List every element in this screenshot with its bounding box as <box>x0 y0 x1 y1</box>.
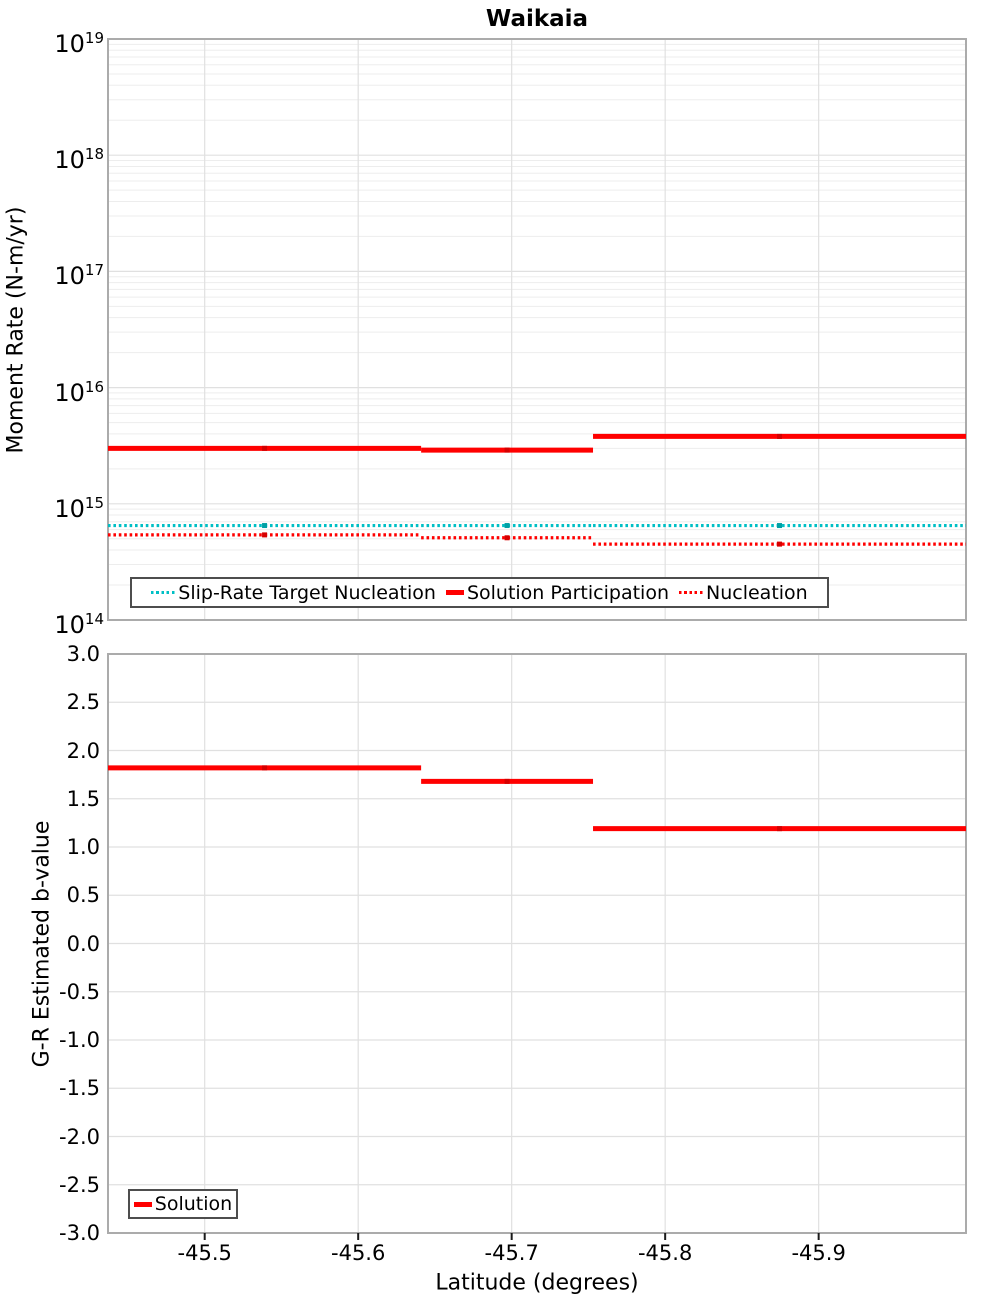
top-y-axis-label: Moment Rate (N-m/yr) <box>3 206 29 454</box>
top-legend <box>130 577 829 608</box>
series-midpoint-marker <box>777 542 782 547</box>
legend-entry-solution <box>134 1193 232 1215</box>
y-tick-label-b-value: -1.5 <box>59 1076 100 1101</box>
legend-label: Solution <box>154 1193 233 1215</box>
bottom-legend <box>128 1189 238 1219</box>
y-tick-label-b-value: -0.5 <box>59 979 100 1004</box>
series-midpoint-marker <box>505 535 510 540</box>
series-midpoint-marker <box>262 532 267 537</box>
y-tick-label-moment-rate: $10^{19}$ <box>54 29 104 58</box>
plot-border <box>108 39 966 620</box>
legend-label: Solution Participation <box>466 581 669 604</box>
solid-red-line-sample-icon <box>134 1202 152 1207</box>
y-tick-label-moment-rate: $10^{17}$ <box>54 261 104 291</box>
x-tick-label: -45.7 <box>484 1241 539 1265</box>
series-midpoint-marker <box>262 446 267 451</box>
x-tick-label: -45.9 <box>791 1241 846 1265</box>
series-midpoint-marker <box>777 826 782 831</box>
x-axis-label: Latitude (degrees) <box>435 1270 639 1296</box>
y-tick-label-b-value: 1.0 <box>66 835 100 859</box>
series-midpoint-marker <box>505 779 510 784</box>
y-tick-label-b-value: 0.5 <box>66 883 100 908</box>
y-tick-label-b-value: -2.0 <box>59 1124 100 1149</box>
y-tick-label-b-value: -1.0 <box>59 1028 100 1052</box>
y-tick-label-moment-rate: $10^{14}$ <box>54 610 104 639</box>
x-tick-label: -45.5 <box>177 1241 232 1265</box>
x-tick-label: -45.8 <box>637 1241 693 1265</box>
series-midpoint-marker <box>262 523 267 528</box>
y-tick-label-moment-rate: $10^{15}$ <box>54 493 104 523</box>
y-tick-label-moment-rate: $10^{18}$ <box>54 145 104 175</box>
legend-entry-slip-rate-target <box>151 582 436 604</box>
series-midpoint-marker <box>262 765 267 770</box>
series-midpoint-marker <box>777 523 782 528</box>
y-tick-label-b-value: 2.5 <box>66 690 100 715</box>
y-tick-label-b-value: 2.0 <box>66 738 100 763</box>
y-tick-label-b-value: -2.5 <box>59 1172 100 1197</box>
y-tick-label-b-value: 3.0 <box>66 642 100 666</box>
y-tick-label-b-value: -3.0 <box>59 1221 100 1245</box>
dotted-red-line-sample-icon <box>679 591 703 594</box>
series-midpoint-marker <box>777 434 782 439</box>
chart-title: Waikaia <box>485 6 589 32</box>
y-tick-label-b-value: 1.5 <box>66 786 100 811</box>
legend-label: Nucleation <box>706 581 808 604</box>
y-tick-label-moment-rate: $10^{16}$ <box>54 377 104 407</box>
legend-entry-nucleation <box>679 582 808 604</box>
bottom-y-axis-label: G-R Estimated b-value <box>29 820 55 1068</box>
dotted-teal-line-sample-icon <box>151 591 175 594</box>
x-tick-label: -45.6 <box>331 1241 386 1265</box>
legend-label: Slip-Rate Target Nucleation <box>178 581 436 604</box>
series-midpoint-marker <box>505 448 510 453</box>
series-midpoint-marker <box>505 523 510 528</box>
y-tick-label-b-value: 0.0 <box>66 931 100 956</box>
legend-entry-solution-participation <box>446 582 669 604</box>
solid-red-line-sample-icon <box>446 590 464 595</box>
